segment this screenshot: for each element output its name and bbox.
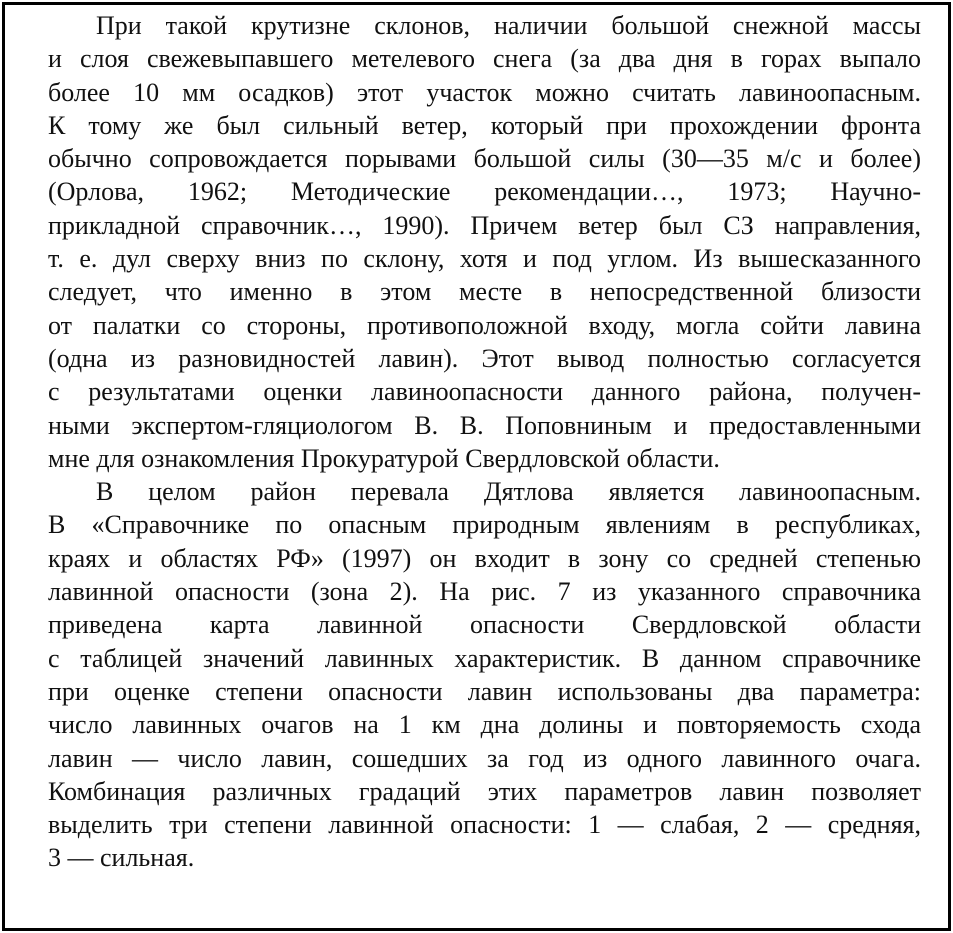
text-line: 3 — сильная.: [48, 843, 195, 873]
text-line: от палатки со стороны, противоположной входу, могла сойти лавина: [48, 310, 921, 340]
text-line: приведена карта лавинной опасности Свердловской области: [48, 610, 921, 640]
paragraph-2: [48, 475, 921, 875]
text-line: лавинной опасности (зона 2). На рис. 7 из указанного справочника: [48, 577, 921, 607]
text-line: следует, что именно в этом месте в непосредственной близости: [48, 277, 921, 307]
text-line: Комбинация различных градаций этих параметров лавин позволяет: [48, 776, 921, 806]
text-line: В целом район перевала Дятлова является лавиноопасным.: [96, 477, 921, 507]
text-line: с результатами оценки лавиноопасности данного района, получен-: [48, 377, 921, 407]
document-text: [48, 9, 921, 875]
text-line: обычно сопровождается порывами большой силы (30—35 м/с и более): [48, 144, 921, 174]
text-line: более 10 мм осадков) этот участок можно считать лавиноопасным.: [48, 77, 921, 107]
text-line: В «Справочнике по опасным природным явлениям в республиках,: [48, 510, 921, 540]
text-line: прикладной справочник…, 1990). Причем ветер был СЗ направления,: [48, 210, 921, 240]
text-line: краях и областях РФ» (1997) он входит в зону со средней степенью: [48, 543, 921, 573]
text-line: ными экспертом-гляциологом В. В. Поповниным и предоставленными: [48, 410, 921, 440]
paragraph-1: [48, 9, 921, 475]
text-line: мне для ознакомления Прокуратурой Свердловской области.: [48, 443, 720, 473]
text-line: число лавинных очагов на 1 км дна долины и повторяемость схода: [48, 710, 921, 740]
text-line: лавин — число лавин, сошедших за год из одного лавинного очага.: [48, 743, 921, 773]
page-frame: [2, 2, 951, 931]
text-line: выделить три степени лавинной опасности: 1 — слабая, 2 — средняя,: [48, 810, 921, 840]
text-line: и слоя свежевыпавшего метелевого снега (за два дня в горах выпало: [48, 44, 921, 74]
text-line: т. е. дул сверху вниз по склону, хотя и под углом. Из вышесказанного: [48, 244, 921, 274]
text-line: с таблицей значений лавинных характеристик. В данном справочнике: [48, 643, 921, 673]
text-line: (Орлова, 1962; Методические рекомендации…, 1973; Научно-: [48, 177, 921, 207]
text-line: при оценке степени опасности лавин использованы два параметра:: [48, 676, 921, 706]
text-line: (одна из разновидностей лавин). Этот вывод полностью согласуется: [48, 343, 921, 373]
text-line: При такой крутизне склонов, наличии большой снежной массы: [96, 11, 921, 40]
text-line: К тому же был сильный ветер, который при прохождении фронта: [48, 110, 921, 140]
